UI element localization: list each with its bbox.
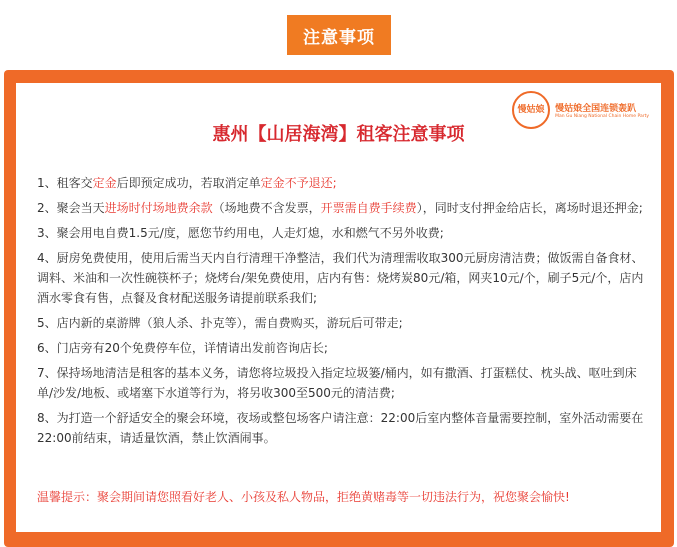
rule-highlight-text: 定金不予退还; bbox=[260, 176, 337, 190]
rule-text: ），同时支付押金给店长，离场时退还押金; bbox=[416, 201, 643, 215]
rule-text: 5、店内新的桌游牌（狼人杀、扑克等），需自费购买，游玩后可带走; bbox=[37, 316, 403, 330]
rule-highlight-text: 定金 bbox=[92, 176, 117, 190]
rule-item bbox=[37, 223, 649, 243]
logo-name-cn: 慢姑娘全国连锁轰趴 bbox=[555, 104, 637, 114]
rule-item bbox=[37, 248, 649, 308]
rule-highlight-text: 开票需自费手续费 bbox=[320, 201, 417, 215]
rule-text: 后即预定成功，若取消定单 bbox=[116, 176, 261, 190]
rules-list bbox=[37, 173, 649, 453]
rule-text: 1、租客交 bbox=[37, 176, 93, 190]
rule-highlight-text: 进场时付场地费余款 bbox=[104, 201, 213, 215]
logo-mark-text: 慢姑娘 bbox=[517, 104, 545, 115]
rule-item bbox=[37, 338, 649, 358]
logo-name-en: Man Gu Niang National Chain Home Party bbox=[555, 114, 649, 119]
logo-text bbox=[555, 101, 649, 119]
notice-card bbox=[16, 83, 661, 532]
notice-title: 惠州【山居海湾】租客注意事项 bbox=[212, 124, 465, 145]
section-title: 注意事项 bbox=[303, 27, 375, 48]
rule-text: 3、聚会用电自费1.5元/度，愿您节约用电，人走灯熄，水和燃气不另外收费; bbox=[37, 226, 444, 240]
rule-item bbox=[37, 198, 649, 218]
rule-text: 4、厨房免费使用，使用后需当天内自行清理干净整洁，我们代为清理需收取300元厨房清洁费；做饭需自备食材、调料、米油和一次性碗筷杯子；烧烤台/架免费使用，店内有售：烧烤炭80元/箱，网夹10元/个，刷子5元/个，店内酒水零食有售，点餐及食材配送服务请提前联系我们; bbox=[37, 251, 644, 305]
rule-text: 2、聚会当天 bbox=[37, 201, 105, 215]
rule-text: 8、为打造一个舒适安全的聚会环境，夜场或整包场客户请注意：22:00后室内整体音量需要控制，室外活动需要在22:00前结束，请适量饮酒，禁止饮酒闹事。 bbox=[37, 411, 644, 445]
rule-text: 6、门店旁有20个免费停车位，详情请出发前咨询店长; bbox=[37, 341, 328, 355]
section-title-badge bbox=[287, 15, 391, 55]
rule-item bbox=[37, 173, 649, 193]
rule-text: （场地费不含发票， bbox=[212, 201, 321, 215]
rule-item bbox=[37, 408, 649, 448]
warm-tip: 温馨提示：聚会期间请您照看好老人、小孩及私人物品，拒绝黄赌毒等一切违法行为，祝您聚会愉快! bbox=[37, 490, 570, 504]
rule-item bbox=[37, 313, 649, 333]
rule-item bbox=[37, 363, 649, 403]
rule-text: 7、保持场地清洁是租客的基本义务，请您将垃圾投入指定垃圾篓/桶内，如有撒酒、打蛋糕仗、枕头战、呕吐到床单/沙发/地板、或堵塞下水道等行为，将另收300至500元的清洁费; bbox=[37, 366, 637, 400]
